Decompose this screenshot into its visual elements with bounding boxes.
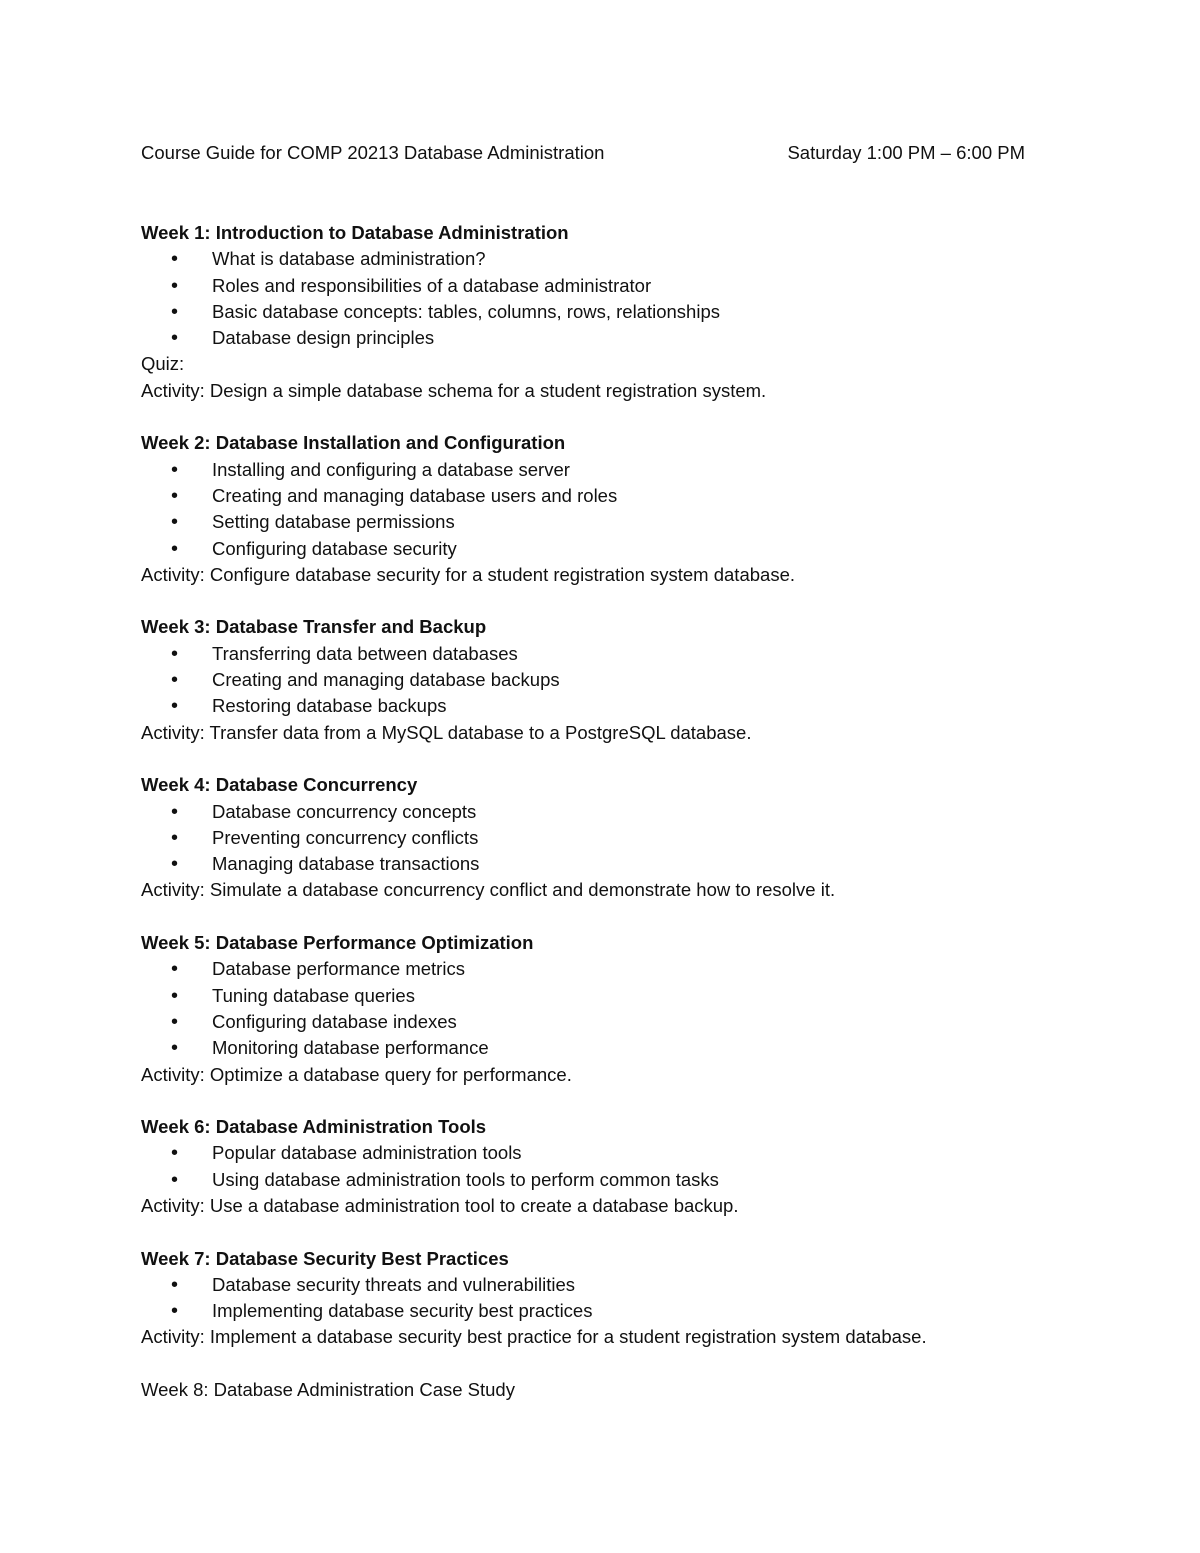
document-header <box>141 140 1025 167</box>
topic-list <box>141 956 1041 1061</box>
week-section <box>141 1114 1041 1219</box>
topic-item: • Preventing concurrency conflicts <box>141 825 1041 851</box>
activity-line: Activity: Optimize a database query for performance. <box>141 1063 572 1085</box>
topic-item: • Installing and configuring a database server <box>141 457 1041 483</box>
topic-item: • Managing database transactions <box>141 851 1041 877</box>
topic-list <box>141 246 1041 351</box>
week-section <box>141 772 1041 903</box>
week-section <box>141 1377 1041 1403</box>
topic-item: • Setting database permissions <box>141 509 1041 535</box>
week-title: Week 8: Database Administration Case Study <box>141 1379 515 1401</box>
course-schedule: Saturday 1:00 PM – 6:00 PM <box>787 142 1025 163</box>
week-title: Week 2: Database Installation and Configuration <box>141 432 566 454</box>
topic-item: • Roles and responsibilities of a database administrator <box>141 273 1041 299</box>
week-title: Week 7: Database Security Best Practices <box>141 1247 509 1269</box>
week-section <box>141 614 1041 745</box>
topic-item: • Popular database administration tools <box>141 1140 1041 1166</box>
topic-list <box>141 1272 1041 1325</box>
activity-line: Activity: Implement a database security best practice for a student registration system database. <box>141 1326 927 1348</box>
topic-item: • Monitoring database performance <box>141 1035 1041 1061</box>
week-section <box>141 930 1041 1088</box>
week-title: Week 3: Database Transfer and Backup <box>141 616 487 638</box>
course-title: Course Guide for COMP 20213 Database Administration <box>141 142 605 163</box>
topic-item: • Configuring database indexes <box>141 1009 1041 1035</box>
topic-item: • Basic database concepts: tables, columns, rows, relationships <box>141 299 1041 325</box>
document-page <box>141 140 1041 1430</box>
topic-item: • Configuring database security <box>141 536 1041 562</box>
topic-item: • Database security threats and vulnerabilities <box>141 1272 1041 1298</box>
activity-line: Activity: Simulate a database concurrency conflict and demonstrate how to resolve it. <box>141 879 836 901</box>
activity-line: Activity: Transfer data from a MySQL database to a PostgreSQL database. <box>141 721 752 743</box>
topic-item: • Creating and managing database backups <box>141 667 1041 693</box>
weeks-list <box>141 220 1041 1403</box>
topic-item: • Database performance metrics <box>141 956 1041 982</box>
quiz-line: Quiz: <box>141 353 185 375</box>
topic-list <box>141 457 1041 562</box>
week-section <box>141 1246 1041 1351</box>
topic-item: • Transferring data between databases <box>141 641 1041 667</box>
topic-list <box>141 641 1041 720</box>
week-section <box>141 220 1041 404</box>
week-title: Week 6: Database Administration Tools <box>141 1116 487 1138</box>
week-section <box>141 430 1041 588</box>
topic-item: • Using database administration tools to perform common tasks <box>141 1167 1041 1193</box>
activity-line: Activity: Design a simple database schema for a student registration system. <box>141 379 767 401</box>
topic-item: • Tuning database queries <box>141 983 1041 1009</box>
topic-list <box>141 799 1041 878</box>
week-title: Week 5: Database Performance Optimization <box>141 932 534 954</box>
activity-line: Activity: Configure database security for a student registration system database. <box>141 563 795 585</box>
week-title: Week 1: Introduction to Database Administration <box>141 222 569 243</box>
topic-item: • Creating and managing database users and roles <box>141 483 1041 509</box>
topic-item: • Implementing database security best practices <box>141 1298 1041 1324</box>
topic-item: • Database concurrency concepts <box>141 799 1041 825</box>
topic-item: • What is database administration? <box>141 246 1041 272</box>
topic-list <box>141 1140 1041 1193</box>
topic-item: • Database design principles <box>141 325 1041 351</box>
week-title: Week 4: Database Concurrency <box>141 774 418 796</box>
activity-line: Activity: Use a database administration tool to create a database backup. <box>141 1194 739 1216</box>
topic-item: • Restoring database backups <box>141 693 1041 719</box>
